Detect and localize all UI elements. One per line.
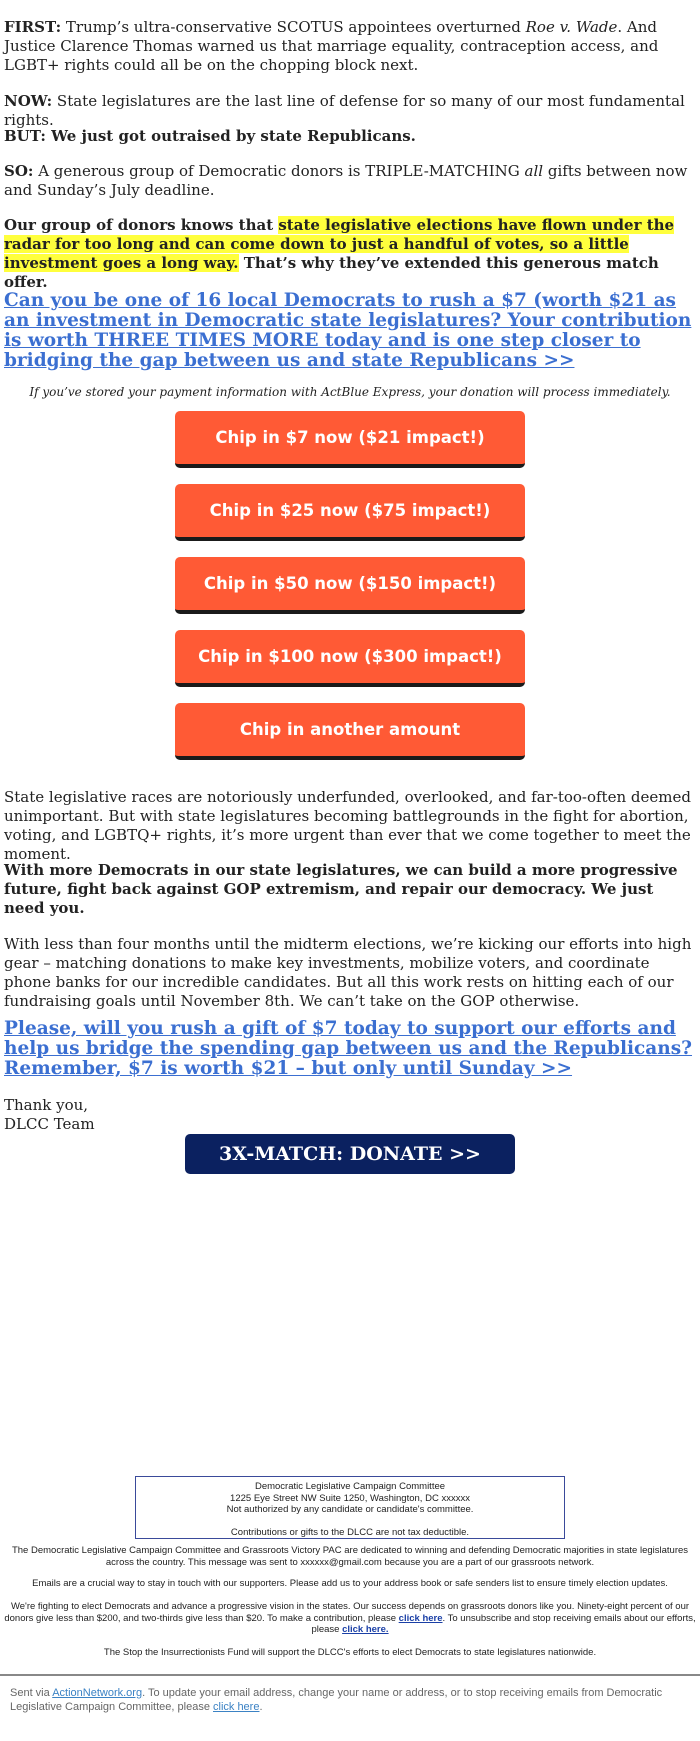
donors-highlight: state legislative elections have flown under the radar for too long and can come down to just a handful of votes, so a little investment goes a long way. [4, 216, 675, 272]
cta-link-secondary[interactable]: Please, will you rush a gift of $7 today to support our efforts and help us bridge the spending gap between us and the Republicans? Remember, $7 is worth $21 – but only until Sunday >> [4, 1018, 693, 1079]
so-text-a: A generous group of Democratic donors is TRIPLE-MATCHING [33, 162, 525, 180]
first-text-b: . And Justice Clarence Thomas warned us that marriage equality, contraception access, and LGBT+ rights could all be on the chopping block next. [4, 18, 659, 74]
sent-via-notice [10, 1686, 690, 1714]
footer-emails-note: Emails are a crucial way to stay in touch with our supporters. Please add us to your address book or safe senders list to ensure timely election updates. [32, 1578, 668, 1589]
so-text-all: all [524, 162, 544, 180]
donate-button[interactable]: 3X-MATCH: DONATE >> [185, 1134, 515, 1174]
manage-email-link[interactable]: click here [213, 1701, 260, 1713]
intro-but-paragraph: BUT: We just got outraised by state Republicans. [4, 127, 416, 145]
footer-not-authorized: Not authorized by any candidate or candidate's committee. [226, 1504, 474, 1515]
fighting-text-b: . To unsubscribe and stop receiving emails about our efforts, please [311, 1612, 696, 1635]
now-text: State legislatures are the last line of defense for so many of our most fundamental rights. [4, 92, 685, 129]
donors-text-b: That’s why they’ve extended this generous match offer. [4, 254, 659, 291]
unsubscribe-link[interactable]: click here. [342, 1624, 389, 1635]
footer-address-box [135, 1476, 565, 1539]
now-label: NOW: [4, 92, 53, 110]
donors-text-a: Our group of donors knows that [4, 216, 279, 234]
first-text-case: Roe v. Wade [525, 18, 618, 36]
intro-now-paragraph [4, 92, 696, 130]
so-label: SO: [4, 162, 34, 180]
contribute-link[interactable]: click here [398, 1612, 443, 1624]
signoff-thanks: Thank you, [4, 1096, 89, 1114]
chip-100-button[interactable]: Chip in $100 now ($300 impact!) [175, 630, 525, 687]
chip-50-button[interactable]: Chip in $50 now ($150 impact!) [175, 557, 525, 614]
first-label: FIRST: [4, 18, 62, 36]
sent-middle: . To update your email address, change your name or address, or to stop receiving emails from Democratic Legislative Campaign Committee, please [10, 1687, 663, 1713]
sent-prefix: Sent via [10, 1687, 53, 1699]
footer-divider [0, 1674, 700, 1676]
chip-other-amount-button[interactable]: Chip in another amount [175, 703, 525, 760]
cta-link-primary[interactable]: Can you be one of 16 local Democrats to rush a $7 (worth $21 as an investment in Democratic state legislatures? Your contribution is worth THREE TIMES MORE today and is one step closer to bridging the gap between us and state Republicans >> [4, 290, 692, 371]
footer-dedicated: The Democratic Legislative Campaign Committee and Grassroots Victory PAC are dedicated to winning and defending Democratic majorities in state legislatures across the country. This message was sent to xxxxxx@gmail.com because you are a part of our grassroots network. [11, 1545, 689, 1568]
footer-tax-note: Contributions or gifts to the DLCC are not tax deductible. [230, 1526, 470, 1538]
first-text-a: Trump’s ultra-conservative SCOTUS appointees overturned [61, 18, 526, 36]
intro-donors-paragraph [4, 216, 696, 292]
chip-25-button[interactable]: Chip in $25 now ($75 impact!) [175, 484, 525, 541]
so-text-b: gifts between now and Sunday’s July deadline. [4, 162, 688, 199]
body-paragraph-midterms: With less than four months until the midterm elections, we’re kicking our efforts into high gear – matching donations to make key investments, mobilize voters, and coordinate phone banks for our incredible candidates. But all this work rests on hitting each of our fundraising goals until November 8th. We can’t take on the GOP otherwise. [4, 935, 692, 1010]
fighting-text-a: We're fighting to elect Democrats and advance a progressive vision in the states. Our success depends on grassroots donors like you. Ninety-eight percent of our donors give less than $200, and two-thirds give less than $20. To make a contribution, please [4, 1601, 690, 1624]
actionnetwork-link[interactable]: ActionNetwork.org [52, 1687, 143, 1699]
footer-fighting [4, 1601, 696, 1636]
actblue-express-note: If you’ve stored your payment information with ActBlue Express, your donation will process immediately. [29, 385, 671, 399]
footer-insurrectionists: The Stop the Insurrectionists Fund will support the DLCC's efforts to elect Democrats to state legislatures nationwide. [103, 1647, 597, 1658]
signoff-team: DLCC Team [4, 1115, 95, 1133]
body-paragraph-need-you: With more Democrats in our state legislatures, we can build a more progressive future, fight back against GOP extremism, and repair our democracy. We just need you. [4, 861, 678, 917]
sent-suffix: . [259, 1701, 263, 1713]
chip-7-button[interactable]: Chip in $7 now ($21 impact!) [175, 411, 525, 468]
intro-first-paragraph [4, 18, 696, 75]
footer-address: 1225 Eye Street NW Suite 1250, Washington, DC xxxxxx [230, 1492, 470, 1504]
intro-so-paragraph [4, 162, 696, 200]
body-paragraph-underfunded: State legislative races are notoriously underfunded, overlooked, and far-too-often deemed unimportant. But with state legislatures becoming battlegrounds in the fight for abortion, voting, and LGBTQ+ rights, it’s more urgent than ever that we come together to meet the moment. [4, 788, 691, 863]
footer-org-name: Democratic Legislative Campaign Committee [254, 1481, 446, 1492]
